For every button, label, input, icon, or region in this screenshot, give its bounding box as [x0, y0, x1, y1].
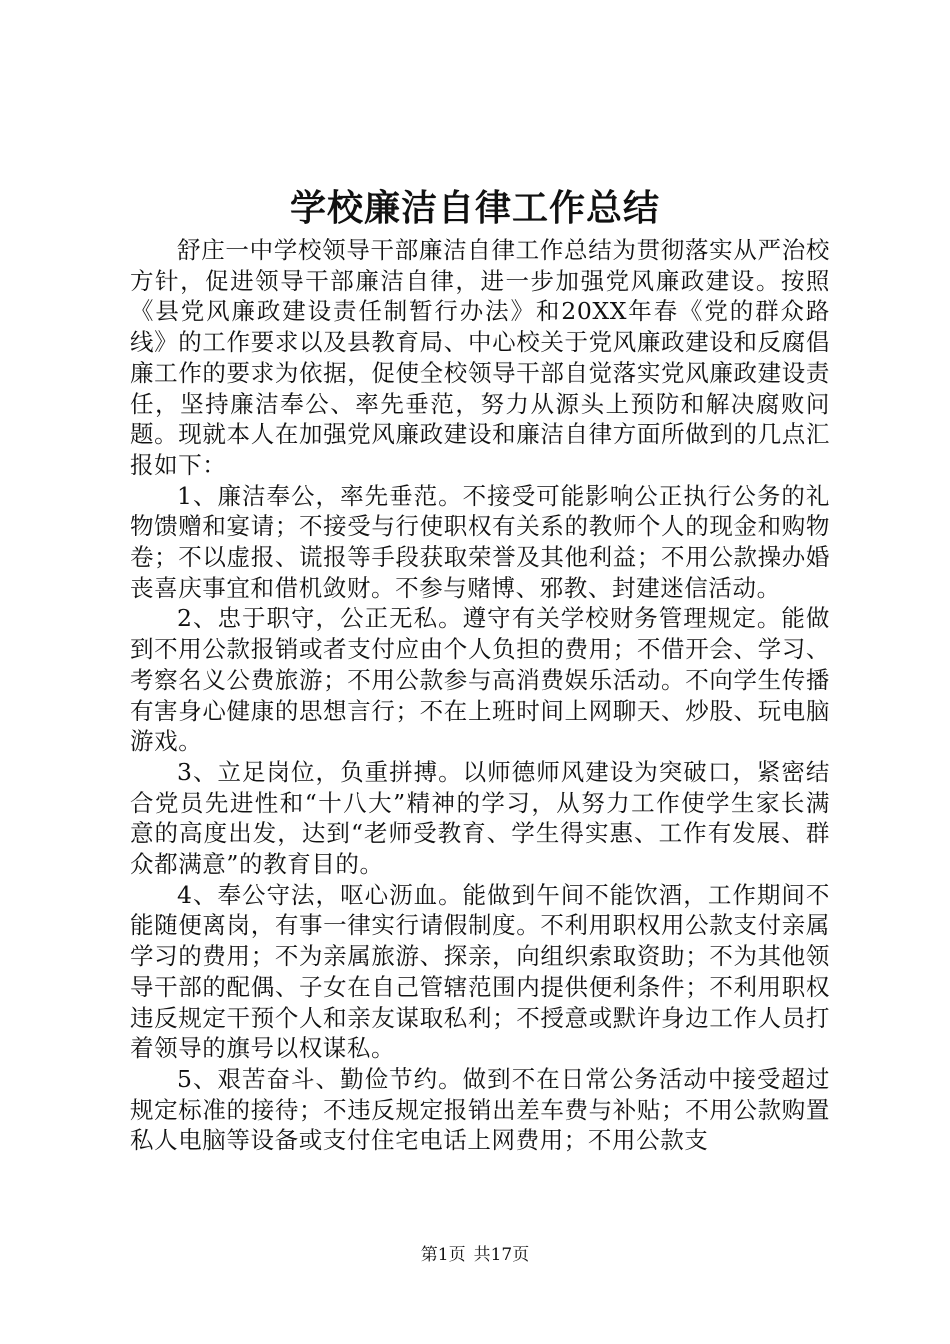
document-title: 学校廉洁自律工作总结 — [289, 187, 660, 229]
item-paragraph-4: 4、奉公守法，呕心沥血。能做到午间不能饮酒，工作期间不能随便离岗，有事一律实行请假制度。不利用职权用公款支付亲属学习的费用；不为亲属旅游、探亲，向组织索取资助；不为其他领导干部的配偶、子女在自己管辖范围内提供便利条件；不利用职权违反规定干预个人和亲友谋取私利；不授意或默许身边工作人员打着领导的旗号以权谋私。 — [130, 880, 830, 1063]
item-paragraph-5: 5、艰苦奋斗、勤俭节约。做到不在日常公务活动中接受超过规定标准的接待；不违反规定报销出差车费与补贴；不用公款购置私人电脑等设备或支付住宅电话上网费用；不用公款支 — [130, 1064, 830, 1155]
page-total: 共17页 — [473, 1245, 530, 1265]
item-paragraph-1: 1、廉洁奉公，率先垂范。不接受可能影响公正执行公务的礼物馈赠和宴请；不接受与行使职权有关系的教师个人的现金和购物卷；不以虚报、谎报等手段获取荣誉及其他利益；不用公款操办婚丧喜庆事宜和借机敛财。不参与赌博、邪教、封建迷信活动。 — [130, 481, 830, 602]
item-paragraph-3: 3、立足岗位，负重拼搏。以师德师风建设为突破口，紧密结合党员先进性和“十八大”精神的学习，从努力工作使学生家长满意的高度出发，达到“老师受教育、学生得实惠、工作有发展、群众都满意”的教育目的。 — [130, 757, 830, 879]
item-paragraph-2: 2、忠于职守，公正无私。遵守有关学校财务管理规定。能做到不用公款报销或者支付应由个人负担的费用；不借开会、学习、考察名义公费旅游；不用公款参与高消费娱乐活动。不向学生传播有害身心健康的思想言行；不在上班时间上网聊天、炒股、玩电脑游戏。 — [130, 604, 830, 756]
page-footer — [0, 1243, 950, 1267]
intro-paragraph: 舒庄一中学校领导干部廉洁自律工作总结为贯彻落实从严治校方针，促进领导干部廉洁自律，进一步加强党风廉政建设。按照《县党风廉政建设责任制暂行办法》和20XX年春《党的群众路线》的工作要求以及县教育局、中心校关于党风廉政建设和反腐倡廉工作的要求为依据，促使全校领导干部自觉落实党风廉政建设责任，坚持廉洁奉公、率先垂范，努力从源头上预防和解决腐败问题。现就本人在加强党风廉政建设和廉洁自律方面所做到的几点汇报如下： — [130, 236, 830, 479]
document-body — [130, 235, 830, 1156]
page-number: 第1页 — [420, 1245, 466, 1265]
